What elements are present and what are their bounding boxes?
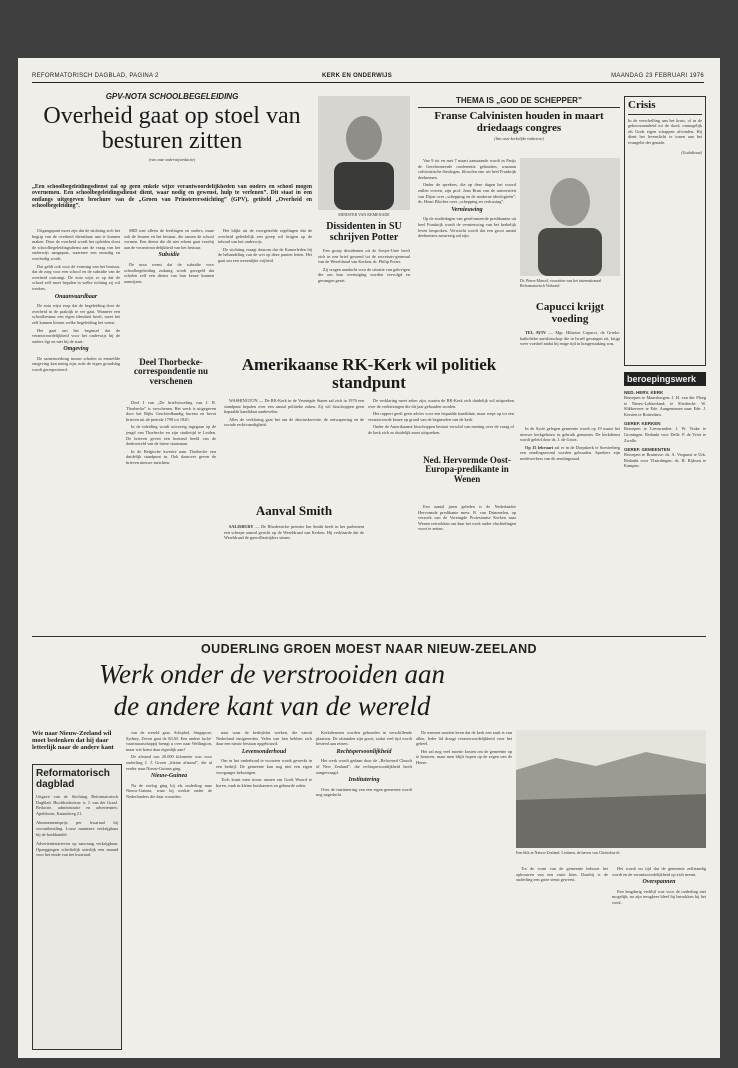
subscription-box: Reformatorisch dagblad Uitgave van de Stichting Reformatorisch Dagblad. Hoofdredacteur: ir. J. van der Graaf. Redactie, administratie en advertenties: Apeldoorn, Kanaalweg 21. Abonnementsprijs per kwartaal bij vooruitbetaling. Losse nummers verkrijgbaar bij de boekhandel. Advertentietarieven op aanvraag verkrijgbaar. Opzeggingen schriftelijk uiterlijk een maand voor het einde van het kwartaal. (32, 764, 122, 1050)
feature-headline-2: de andere kant van de wereld (113, 692, 431, 721)
crisis-title: Crisis (628, 100, 702, 115)
article-kicker: THEMA IS „GOD DE SCHEPPER” (418, 96, 620, 108)
article-column: Een aantal jaren geleden is de Nederlandse Hervormde predikante mevr. R. van Drimmelen, op verzoek van de Verenigde Protestantse Kerken naar Wenen vertrokken om daar het werk onder vluchtelingen voort te zetten. (418, 504, 516, 532)
article-headline: Aanval Smith (255, 504, 333, 518)
beroepingswerk-column: beroepingswerk NED. HERV. KERK Beroepen te Maarsbergen: J. H. van der Ploeg te Nieuw-Lekkerland; te Sliedrecht: W. Slikkerveer te Ede. Aangenomen naar Ede: J. Kersten te Rotterdam. GEREF. KERKEN Beroepen te Leeuwarden: J. W. Vinke te Groningen. Bedankt voor Delft: P. de Vries te Zwolle. GEREF. GEMEENTEN Beroepen te Bruinisse: ds. A. Vergunst te Urk. Bedankt voor Vlaardingen: ds. H. Rijksen te Kampen. (624, 374, 706, 469)
article-column: SBD niet alleen de leerlingen en ouders, maar ook de leraren en het bestuur, die samen de school vormen. Een dienst die dit niet erkent gaat voorbij aan de verantwoordelijkheid van het bestuur. Subsidie De nota wenst dat de subsidie voor schoolbegeleiding zodanig wordt geregeld dat scholen zelf een dienst van hun keuze kunnen aanwijzen. (124, 228, 214, 284)
article-headline: Capucci krijgt voeding (535, 302, 605, 325)
feature-intro: Wie naar Nieuw-Zeeland wil moet bedenken dat hij daar letterlijk naar de andere kant (32, 730, 114, 751)
subheading: Overspannen (642, 879, 676, 886)
photo-caption: Dr. Pierre Marcel, voorzitter van het internationaal Reformatorisch Verbond (520, 278, 602, 288)
dateline: TEL AVIV (525, 330, 547, 335)
box-title: Reformatorisch dagblad (36, 768, 110, 790)
feature-kicker: OUDERLING GROEN MOEST NAAR NIEUW-ZEELAND (201, 642, 537, 656)
section-heading: GEREF. KERKEN (624, 421, 661, 427)
paper-name: REFORMATORISCH DAGBLAD, PAGINA 2 (32, 73, 159, 79)
article-column: Van 9 tot en met 7 maart aanstaande wordt in Parijs de Gereformeerde conferentie gehouden, waaraan calvinistische theologen, filosofen enz. uit heel Frankrijk deelnemen. Onder de sprekers, die op deze dagen het woord zullen voeren, zijn prof. Jean Brun van de universiteit van Dijon over „schepping en de moderne ideologieën”, ds. Henri Blocher over „schepping en verlossing”. Vernieuwing Op de studiedagen van gereformeerde predikanten uit heel Frankrijk wordt de vernieuwing van het kerkelijk leven besproken. Verwacht wordt dat een groot aantal deelnemers aanwezig zal zijn. (418, 158, 516, 239)
divider (32, 636, 706, 637)
article-column: van de wereld gaat. Schiphol, Singapore, Sydney, Zeven gaat de KLM. Een andere lucht-vaartmaatschappij brengt u over naar Wellington, maar wie komt daar eigenlijk aan? De afstand van 20.000 kilometer was voor ouderling J. J. Groen „kleine afstand”, die al eerder naar Nieuw-Guinea ging. Nieuw-Guinea Na de oorlog ging hij als ouderling naar Nieuw-Guinea, waar hij werkte onder de Nederlanders die daar woonden. (126, 730, 212, 799)
subheading: Nieuw-Guinea (150, 773, 188, 780)
beroepingswerk-title: beroepingswerk (624, 372, 706, 386)
article-column: SALISBURY — De Rhodesische premier Ian Smith heeft in het parlement een scherpe aanval gericht op de Wereldraad van Kerken. Hij verklaarde dat de Wereldraad de guerrillastrijders steunt. (224, 524, 364, 541)
article-column: De mensen moeten leren dat de kerk een zaak is van allen. Ieder lid draagt verantwoordelijkheid voor het geheel. Het zal nog veel moeite kosten om de gemeente op te bouwen, maar men blijft hopen op de zegen van de Heere. (416, 730, 512, 765)
photo-caption: Een blik in Nieuw-Zeeland. Lettinen, de haven van Christchurch (516, 850, 620, 855)
article-headline: Franse Calvinisten houden in maart driedaags congres (434, 110, 604, 134)
article-column: Deel I van „De briefwisseling van J. R. Thorbecke” is verschenen. Het werk is uitgegeven door het Rijks Geschiedkundig bureau en bevat brieven uit de periode 1798 tot 1820. In de inleiding wordt uitvoerig ingegaan op de jeugd van Thorbecke en zijn studietijd te Leiden. De brieven geven een boeiend beeld van de denkwereld van de latere staatsman. In de Belgische kwestie nam Thorbecke een duidelijk standpunt in. Ook daarover geven de brieven nieuwe inzichten. (126, 400, 216, 465)
crisis-sign: (Godsdienst) (681, 149, 702, 155)
article-column: Tot de vorm van de gemeente behoort het opbouwen van een vaste kern. Daarbij is de ouderling een grote steun geweest. (516, 866, 608, 883)
article-lead: „Een schoolbegeleidingsdienst zal op geen enkele wijze verantwoordelijkheden van ouders en school mogen overnemen. Een schoolbegeleidingsdienst dient, waar nodig en gewenst, hulp te verlenen”. Dit staat in een ontlangs uitgegeven brochure van de „Groen van Prinsterersstichting” (GPV), getiteld „Overheid en schoolbegeleiding”. (32, 184, 312, 210)
article-column: Het blijkt uit de voorgestelde regelingen dat de overheid geleidelijk een greep wil krijgen op de inhoud van het onderwijs. De stichting vraagt daarom dat de Kamerleden bij de behandeling van de wet op deze punten letten. Het gaat om een wezenlijke vrijheid. (218, 228, 312, 263)
subheading: Rechtspersoonlijkheid (336, 748, 392, 755)
article-column: Het wordt nu tijd dat de gemeente zelfstandig wordt en de verantwoordelijkheid op zich neemt. Overspannen Een langdurig verblijf was voor de ouderling niet mogelijk; na zijn terugkeer bleef hij betrokken bij het werk. (612, 866, 706, 905)
article-column: Een groep dissidenten uit de Sovjet-Unie heeft zich in een brief gewend tot de secretaris-generaal van de Wereldraad van Kerken, dr. Philip Potter. Zij vragen aandacht voor de situatie van gelovigen die om hun overtuiging worden vervolgd en gevangen gezet. (318, 248, 410, 283)
article-column: Uitgangspunt moet zijn dat de stichting zich het begrip van de overheid dienstbaar aan te kunnen maken. Door de overheid wordt het opleiden dorst de schoolbegeleidingsdienst aan de vraag van het onderwijs aangepast, waarmee een onnodig en overbodig wordt. Dat geldt ook voor de vorming van het bestuur, dat de zorg voor een school en de subsidie van de overheid ontvangt. De nota wijst er op dat de school zelf moet bepalen in welke richting zij wil werken. Onaanvaardbaar De nota wijst erop dat de begeleiding door de overheid in de praktijk te ver gaat. Wanneer een schoolbestuur een eigen identiteit heeft, moet het zelf kunnen kiezen welke begeleiding het wenst. Het gaat om het beginsel dat de verantwoordelijkheid voor het onderwijs bij de ouders ligt en niet bij de staat. Omgeving De samenwerking tussen scholen in eenzelfde omgeving kan nuttig zijn, mits de eigen grondslag wordt gerespecteerd. (32, 228, 120, 373)
subheading: Levensonderhoud (241, 748, 287, 755)
article-column: De verklaring moet zeker zijn, waarin de RK-Kerk zich duidelijk wil uitspreken over de verkiezingen die dit jaar gehouden worden. Het rapport geeft geen advies voor een bepaalde kandidaat, maar roept op tot een verantwoorde keuze op grond van de beginselen van de kerk. Onder de Amerikaanse bisschoppen bestaat verschil van mening over de vraag of de kerk zich zo duidelijk moet uitspreken. (368, 398, 514, 435)
photo-nieuw-zeeland (516, 730, 706, 848)
subheading: Vernieuwing (451, 206, 483, 213)
article-column: Kerkdiensten worden gehouden in verschillende plaatsen. De afstanden zijn groot, zodat veel tijd wordt besteed aan reizen. Rechtspersoonlijkheid Het werk wordt gedaan door de „Reformed Church of New Zealand”, die rechtspersoonlijkheid heeft aangevraagd. Institutering Over de institutering van een eigen gemeente wordt nog nagedacht. (316, 730, 412, 798)
crisis-text: In de verschelling aan het kruis, of in de gehoorzaamheid tot de dood, onmogelijk als Gods eigen schappen afvonden. Hij dient het levenslicht te tonen aan het evangelie der genade. (628, 117, 702, 145)
section-heading: GEREF. GEMEENTEN (624, 447, 671, 453)
subheading: Onaanvaardbaar (54, 293, 98, 300)
newspaper-page (18, 58, 720, 1058)
article-headline: Ned. Hervormde Oost-Europa-predikante in Wenen (423, 456, 511, 484)
article-thema-header (418, 96, 620, 156)
photo-caption: MINISTER VAN KEMENADE (338, 212, 390, 217)
page-date: MAANDAG 23 FEBRUARI 1976 (611, 73, 704, 79)
article-column: In de Syrië gelegen gemeente wordt op 19 maart het nieuwe kerkgebouw in gebruik genomen. De kerkdienst wordt geleid door ds. J. de Groot. Op 15 februari zal er in de Dorpskerk te Soesterberg een zendingsavond worden gehouden. Sprekers zijn medewerkers van de zendingsraad. (520, 426, 620, 461)
article-headline: Deel Thorbecke-correspondentie nu verschenen (133, 358, 209, 386)
article-headline: Overheid gaat op stoel van besturen zitten (43, 103, 301, 155)
article-kicker: GPV-NOTA SCHOOLBEGELEIDING (105, 92, 239, 101)
article-headline: Amerikaanse RK-Kerk wil politiek standpunt (241, 356, 497, 392)
section-name: KERK EN ONDERWIJS (322, 73, 392, 79)
article-column: TEL AVIV — Mgr. Hilarion Capucci, de Grieks-katholieke aartsbisschop die in Israël gevangen zit, krijgt weer voedsel nadat hij enige tijd in hongerstaking was. (520, 330, 620, 347)
photo-pierre-marcel (520, 158, 620, 276)
subheading: Omgeving (63, 346, 89, 353)
article-headline: Dissidenten in SU schrijven Potter (326, 222, 402, 243)
photo-minister (318, 96, 410, 210)
dateline: SALISBURY (229, 524, 254, 529)
subheading: Institutering (348, 777, 380, 784)
crisis-column-box (624, 96, 706, 366)
article-column: WASHINGTON — De RK-Kerk in de Verenigde Staten zal zich in 1976 een standpunt bepalen over een aantal politieke zaken. Zij wil bisschoppen geen bepaalde kandidaat aanbevelen. Alles de verklaring gaat het om de abortuskwestie, de ontwapening en de sociale rechtvaardigheid. (224, 398, 364, 428)
section-heading: NED. HERV. KERK (624, 390, 664, 395)
article-overheid-header (32, 92, 312, 182)
subheading: Subsidie (158, 252, 180, 259)
feature-headline-1: Werk onder de verstrooiden aan (99, 660, 445, 689)
masthead (32, 72, 704, 83)
article-byline: (Van onze kerkelijke redacteur) (494, 136, 544, 142)
article-column: naar waar de bedrijfslui werken, die vanuit Nederland emigreerden. Velen van hen hebben zich daar een nieuw bestaan opgebouwd. Levensonderhoud Om in het onderhoud te voorzien wordt gewerkt in een bedrijf. De gemeente kan nog niet een eigen voorganger bekostigen. Toch komt men trouw samen om Gods Woord te horen, vaak in kleine huiskamers en gehuurde zalen. (216, 730, 312, 788)
article-byline: (van onze onderwijsredactie) (148, 157, 196, 163)
